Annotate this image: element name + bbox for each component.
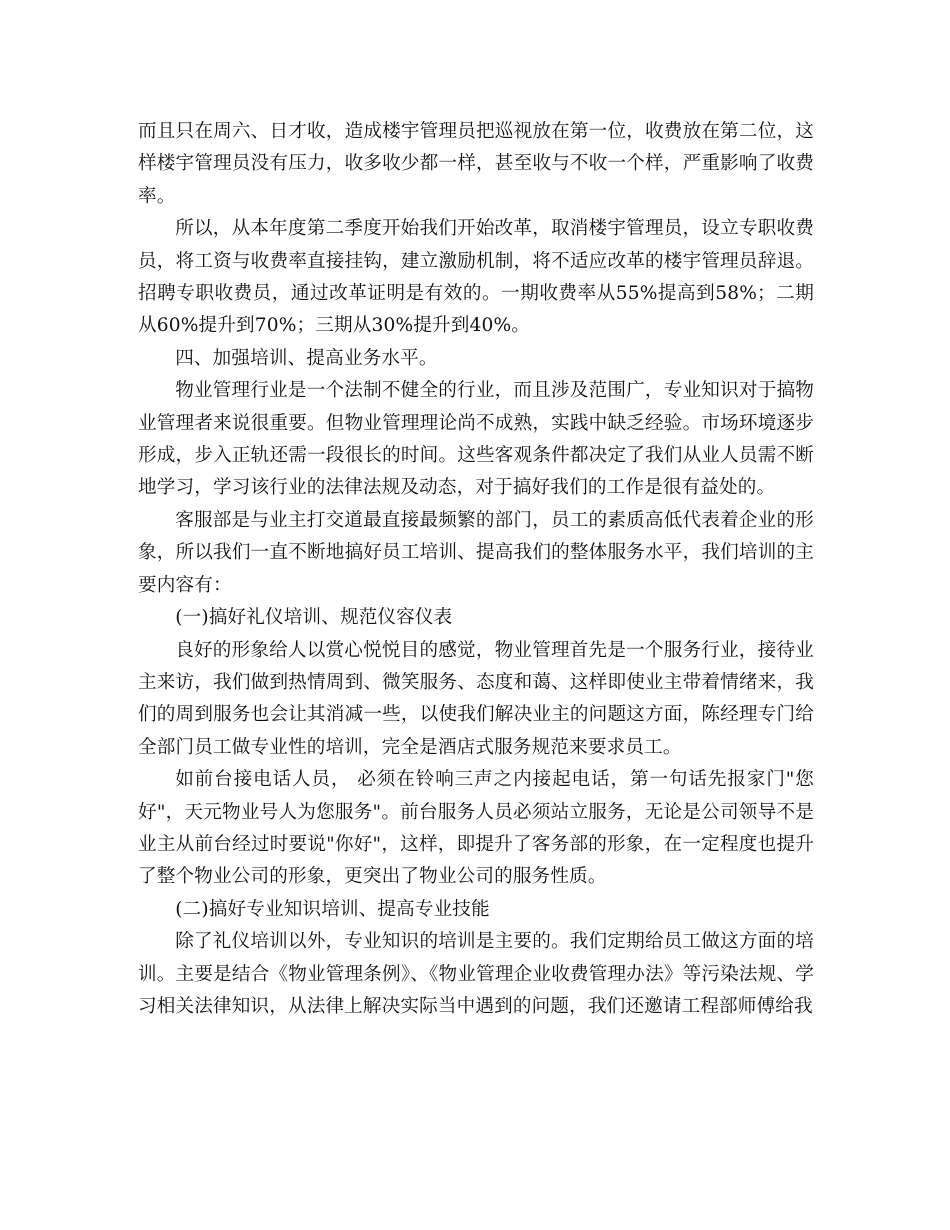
paragraph-6: 如前台接电话人员， 必须在铃响三声之内接起电话，第一句话先报家门"您好"，天元物业号人为您服务"。前台服务人员必须站立服务，无论是公司领导不是业主从前台经过时要说"你好"，这样，即提升了客务部的形象，在一定程度也提升了整个物业公司的形象，更突出了物业公司的服务性质。: [138, 769, 814, 888]
paragraph-5: 良好的形象给人以赏心悦悦目的感觉，物业管理首先是一个服务行业，接待业主来访，我们做到热情周到、微笑服务、态度和蔼、这样即使业主带着情绪来，我们的周到服务也会让其消减一些，以使我们解决业主的问题这方面，陈经理专门给全部门员工做专业性的培训，完全是酒店式服务规范来要求员工。: [138, 639, 814, 758]
paragraph-1: 而且只在周六、日才收，造成楼宇管理员把巡视放在第一位，收费放在第二位，这样楼宇管理员没有压力，收多收少都一样，甚至收与不收一个样，严重影响了收费率。: [138, 121, 814, 207]
paragraph-2: 所以，从本年度第二季度开始我们开始改革，取消楼宇管理员，设立专职收费员，将工资与收费率直接挂钩，建立激励机制，将不适应改革的楼宇管理员辞退。招聘专职收费员，通过改革证明是有效的。一期收费率从55%提高到58%；二期从60%提升到70%；三期从30%提升到40%。: [138, 218, 814, 337]
subheading-2: (二)搞好专业知识培训、提高专业技能: [175, 898, 490, 920]
section-heading-4: 四、加强培训、提高业务水平。: [175, 347, 438, 369]
paragraph-4: 客服部是与业主打交道最直接最频繁的部门，员工的素质高低代表着企业的形象，所以我们一直不断地搞好员工培训、提高我们的整体服务水平，我们培训的主要内容有：: [138, 509, 814, 596]
subheading-1: (一)搞好礼仪培训、规范仪容仪表: [175, 607, 453, 629]
paragraph-3: 物业管理行业是一个法制不健全的行业，而且涉及范围广，专业知识对于搞物业管理者来说很重要。但物业管理理论尚不成熟，实践中缺乏经验。市场环境逐步形成，步入正轨还需一段很长的时间。这些客观条件都决定了我们从业人员需不断地学习，学习该行业的法律法规及动态，对于搞好我们的工作是很有益处的。: [138, 380, 814, 499]
document-body: [138, 116, 814, 1023]
paragraph-7: 除了礼仪培训以外，专业知识的培训是主要的。我们定期给员工做这方面的培训。主要是结合《物业管理条例》、《物业管理企业收费管理办法》等污染法规、学习相关法律知识，从法律上解决实际当中遇到的问题，我们还邀请工程部师傅给我: [138, 931, 814, 1017]
